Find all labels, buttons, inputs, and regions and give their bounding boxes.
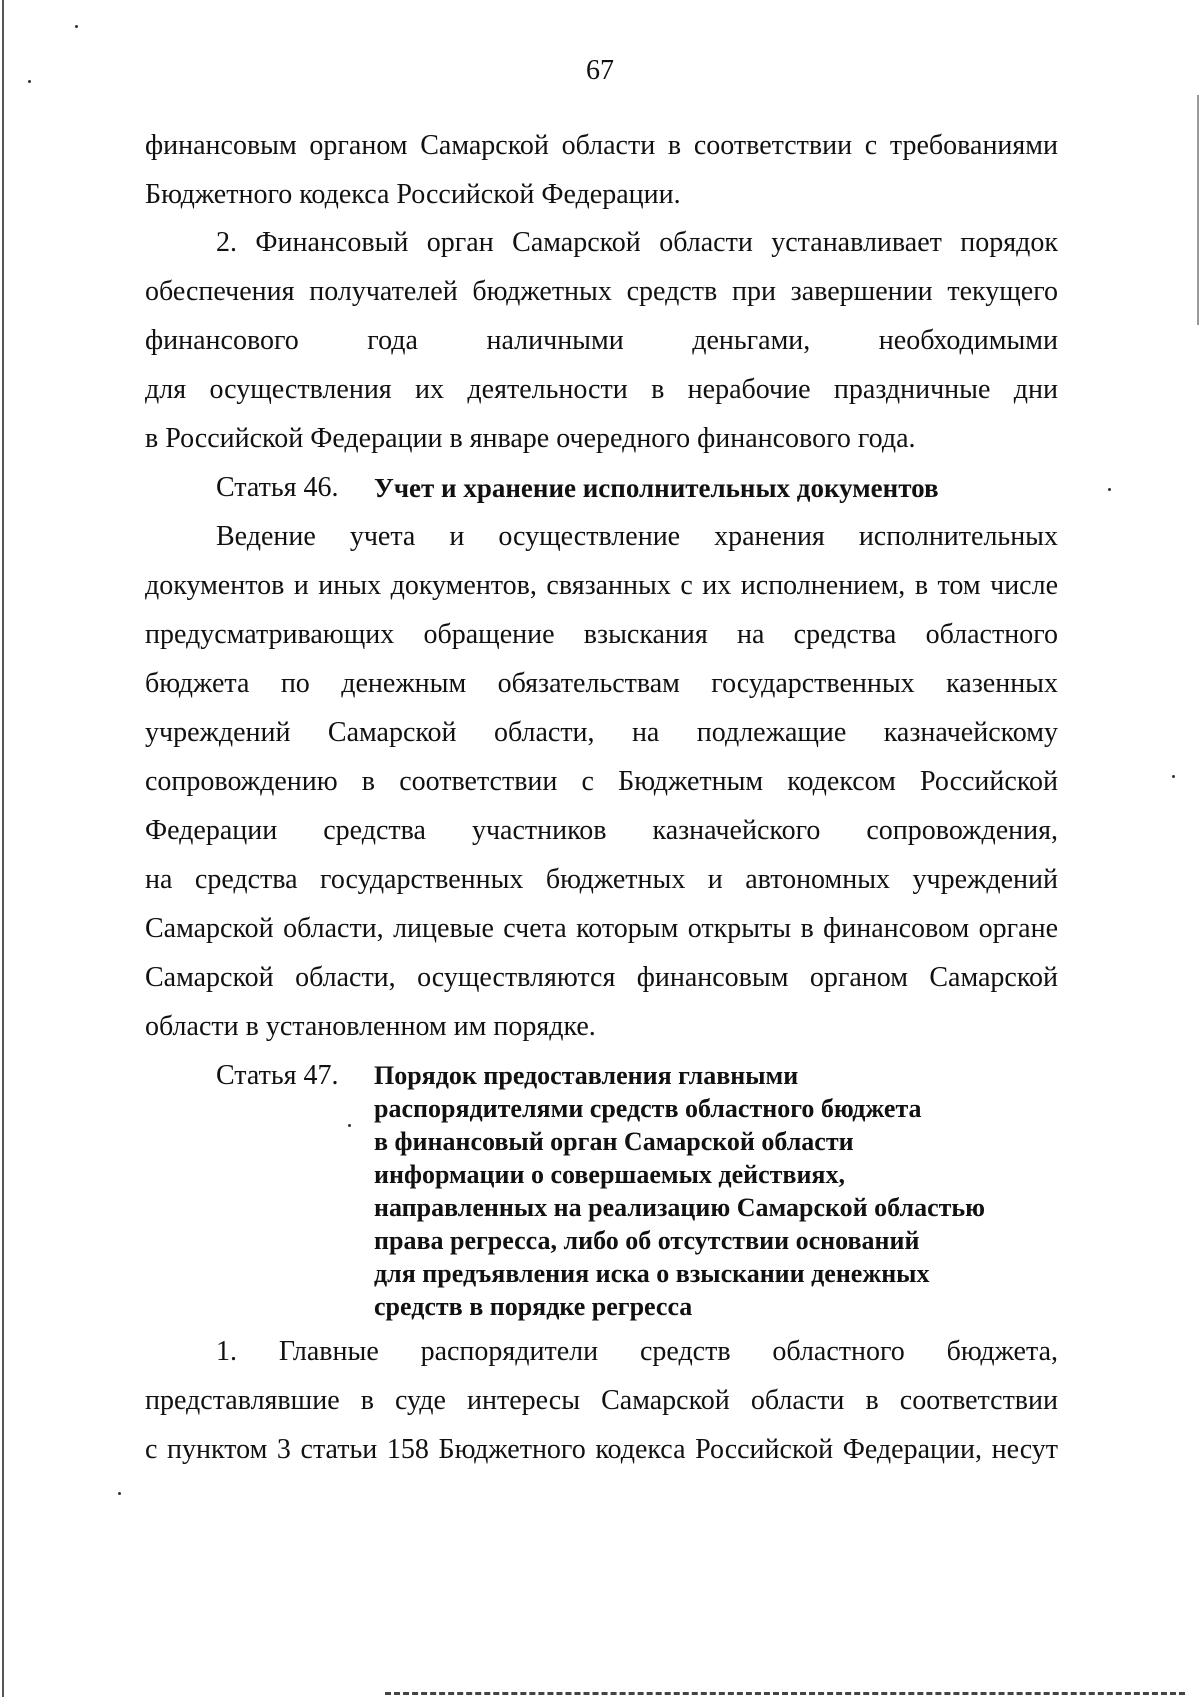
scan-speck — [118, 1492, 121, 1495]
text-line: представлявшие в суде интересы Самарской области в соответствии — [145, 1385, 1058, 1416]
article-47-title-line: информации о совершаемых действиях, — [374, 1160, 845, 1189]
article-47-title-line: распорядителями средств областного бюджета — [374, 1094, 922, 1123]
article-47-title-line: средств в порядке регресса — [374, 1292, 693, 1321]
text-line: области в установленном им порядке. — [145, 1011, 596, 1042]
text-line: сопровождению в соответствии с Бюджетным кодексом Российской — [145, 766, 1058, 797]
text-line: Бюджетного кодекса Российской Федерации. — [145, 179, 681, 210]
text-line: предусматривающих обращение взыскания на средства областного — [145, 619, 1058, 650]
scan-edge-left — [2, 0, 4, 1697]
text-line: Ведение учета и осуществление хранения исполнительных — [216, 521, 1058, 552]
scan-bottom-rule — [385, 1692, 1185, 1695]
text-line: 1. Главные распорядители средств областного бюджета, — [216, 1336, 1058, 1367]
text-line: документов и иных документов, связанных с их исполнением, в том числе — [145, 570, 1058, 601]
article-46-label: Статья 46. — [216, 472, 339, 503]
scan-edge-right — [1197, 95, 1199, 325]
text-line: в Российской Федерации в январе очередного финансового года. — [145, 423, 916, 454]
scan-speck — [348, 1124, 351, 1127]
article-46-title: Учет и хранение исполнительных документов — [374, 473, 939, 503]
text-line: 2. Финансовый орган Самарской области устанавливает порядок — [216, 227, 1058, 258]
text-line: Самарской области, осуществляются финансовым органом Самарской — [145, 962, 1058, 993]
text-line: с пунктом 3 статьи 158 Бюджетного кодекса Российской Федерации, несут — [145, 1434, 1058, 1465]
text-line: бюджета по денежным обязательствам государственных казенных — [145, 668, 1058, 699]
text-line: для осуществления их деятельности в нерабочие праздничные дни — [145, 374, 1058, 405]
text-line: обеспечения получателей бюджетных средств при завершении текущего — [145, 276, 1058, 307]
scan-speck — [75, 25, 78, 28]
text-line: Федерации средства участников казначейского сопровождения, — [145, 815, 1058, 846]
page-number: 67 — [586, 55, 614, 86]
article-47-label: Статья 47. — [216, 1060, 339, 1091]
article-47-title-line: права регресса, либо об отсутствии оснований — [374, 1226, 920, 1255]
article-47-title-line: Порядок предоставления главными — [374, 1061, 799, 1090]
text-line: Самарской области, лицевые счета которым открыты в финансовом органе — [145, 913, 1058, 944]
scan-speck — [1108, 488, 1111, 491]
scan-speck — [1172, 775, 1175, 778]
text-line: на средства государственных бюджетных и автономных учреждений — [145, 864, 1058, 895]
article-47-title-line: в финансовый орган Самарской области — [374, 1127, 854, 1156]
text-line: финансовым органом Самарской области в соответствии с требованиями — [145, 130, 1058, 161]
article-47-title-line: для предъявления иска о взыскании денежных — [374, 1259, 930, 1288]
article-47-title-line: направленных на реализацию Самарской областью — [374, 1193, 986, 1222]
text-line: учреждений Самарской области, на подлежащие казначейскому — [145, 717, 1058, 748]
text-line: финансового года наличными деньгами, необходимыми — [145, 325, 1058, 356]
